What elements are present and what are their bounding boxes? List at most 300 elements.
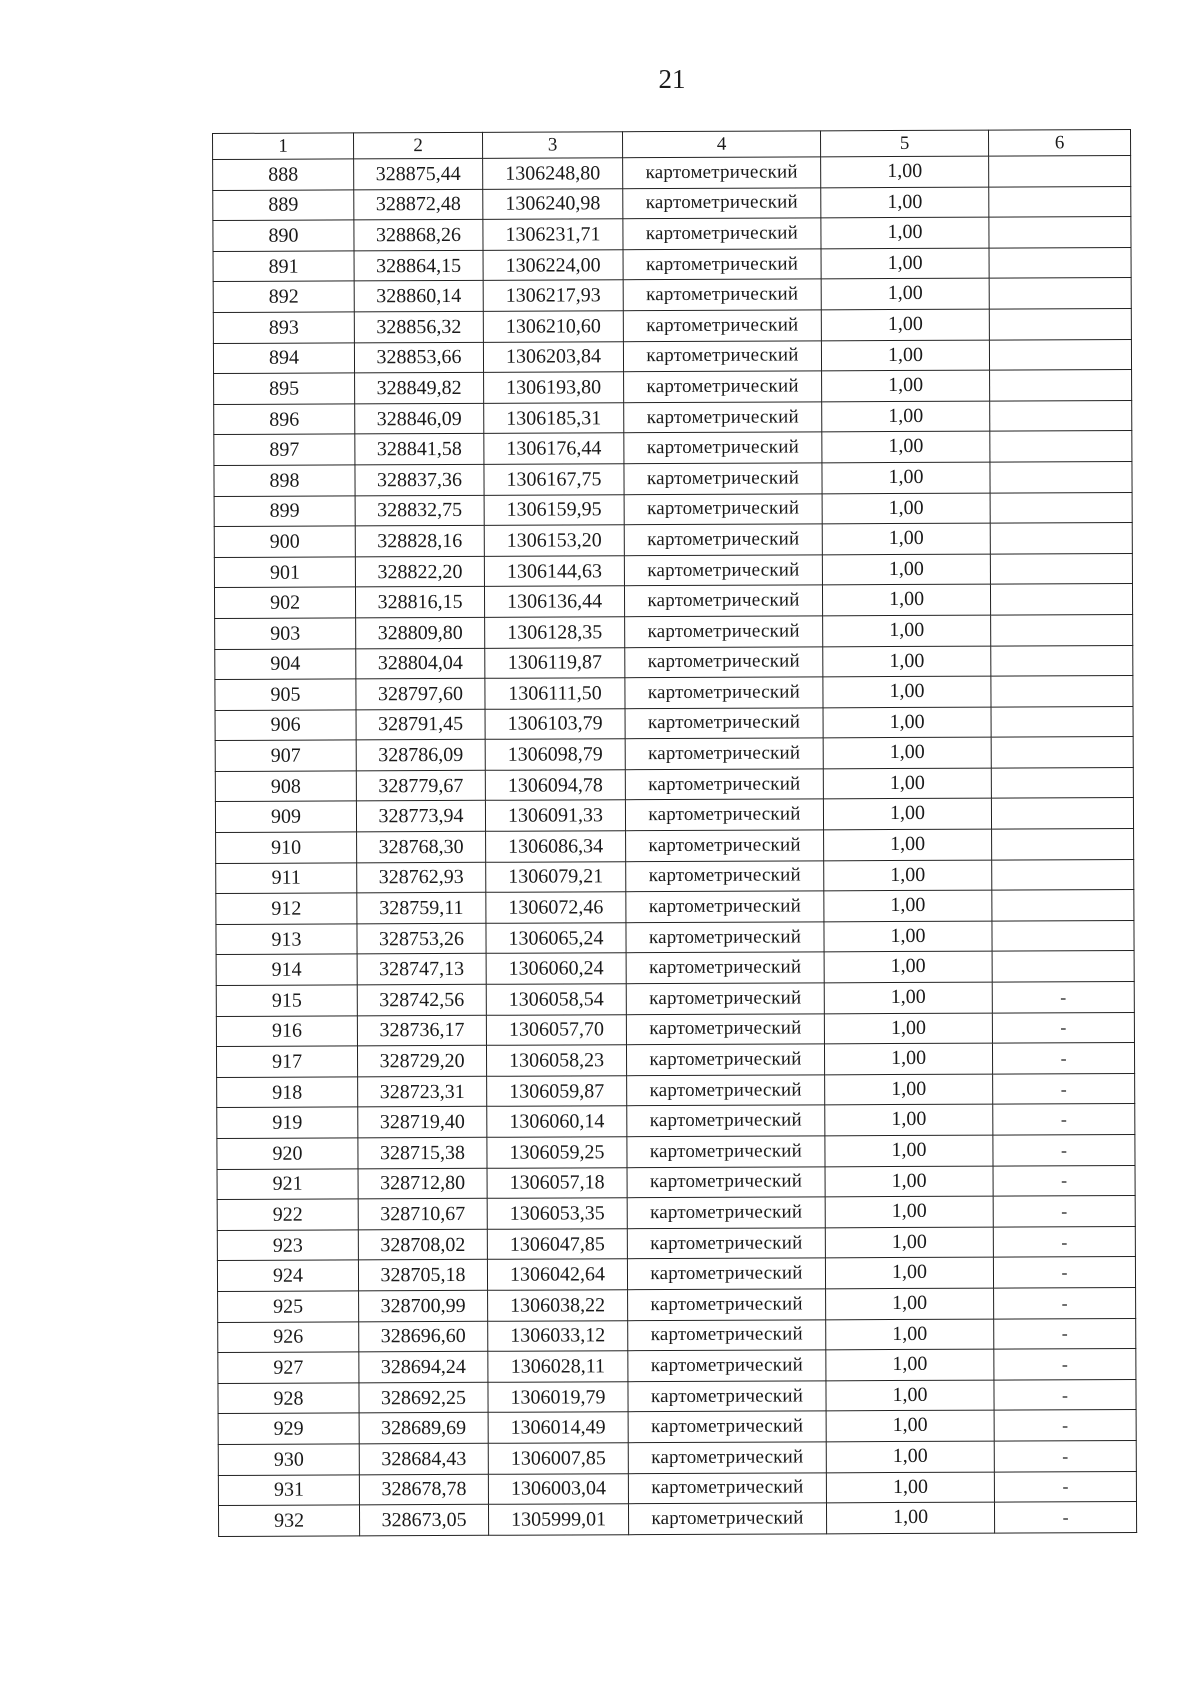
method-cell: картометрический <box>626 922 824 953</box>
point-number-cell: 906 <box>215 710 356 741</box>
method-cell: картометрический <box>625 677 823 708</box>
point-number-cell: 930 <box>218 1444 359 1475</box>
table-row <box>218 1379 1136 1414</box>
method-cell: картометрический <box>626 891 824 922</box>
x-coordinate-cell: 328710,67 <box>358 1198 487 1229</box>
table-row <box>213 155 1131 190</box>
accuracy-cell: 1,00 <box>822 401 990 432</box>
x-coordinate-cell: 328678,78 <box>359 1474 488 1505</box>
note-cell <box>989 278 1131 309</box>
accuracy-cell: 1,00 <box>826 1288 994 1319</box>
point-number-cell: 895 <box>214 373 355 404</box>
note-cell <box>990 492 1132 523</box>
column-header: 3 <box>482 132 622 159</box>
point-number-cell: 899 <box>214 495 355 526</box>
method-cell: картометрический <box>624 585 822 616</box>
table-row <box>218 1502 1136 1537</box>
note-cell <box>989 217 1131 248</box>
method-cell: картометрический <box>624 371 822 402</box>
accuracy-cell: 1,00 <box>825 1196 993 1227</box>
accuracy-cell: 1,00 <box>824 982 992 1013</box>
accuracy-cell: 1,00 <box>823 799 991 830</box>
method-cell: картометрический <box>625 738 823 769</box>
note-cell: - <box>993 1226 1135 1257</box>
x-coordinate-cell: 328846,09 <box>355 403 484 434</box>
accuracy-cell: 1,00 <box>821 156 989 187</box>
accuracy-cell: 1,00 <box>822 493 990 524</box>
note-cell <box>990 584 1132 615</box>
table-row <box>215 798 1133 833</box>
method-cell: картометрический <box>623 340 821 371</box>
note-cell: - <box>994 1471 1136 1502</box>
y-coordinate-cell: 1306047,85 <box>487 1228 627 1259</box>
method-cell: картометрический <box>625 799 823 830</box>
x-coordinate-cell: 328816,15 <box>355 587 484 618</box>
note-cell <box>992 859 1134 890</box>
method-cell: картометрический <box>626 830 824 861</box>
x-coordinate-cell: 328696,60 <box>359 1321 488 1352</box>
point-number-cell: 904 <box>215 648 356 679</box>
table-row <box>213 186 1131 221</box>
y-coordinate-cell: 1306224,00 <box>483 249 623 280</box>
method-cell: картометрический <box>624 463 822 494</box>
note-cell <box>989 155 1131 186</box>
y-coordinate-cell: 1306119,87 <box>485 647 625 678</box>
y-coordinate-cell: 1306042,64 <box>487 1259 627 1290</box>
x-coordinate-cell: 328832,75 <box>355 495 484 526</box>
method-cell: картометрический <box>627 1228 825 1259</box>
note-cell: - <box>994 1349 1136 1380</box>
point-number-cell: 900 <box>214 526 355 557</box>
x-coordinate-cell: 328875,44 <box>354 158 483 189</box>
table-row <box>214 400 1132 435</box>
y-coordinate-cell: 1306111,50 <box>485 678 625 709</box>
x-coordinate-cell: 328779,67 <box>356 770 485 801</box>
point-number-cell: 917 <box>216 1046 357 1077</box>
x-coordinate-cell: 328689,69 <box>359 1413 488 1444</box>
note-cell <box>991 645 1133 676</box>
accuracy-cell: 1,00 <box>821 309 989 340</box>
note-cell: - <box>992 1043 1134 1074</box>
y-coordinate-cell: 1306193,80 <box>484 372 624 403</box>
accuracy-cell: 1,00 <box>821 187 989 218</box>
point-number-cell: 916 <box>216 1015 357 1046</box>
note-cell <box>990 553 1132 584</box>
x-coordinate-cell: 328868,26 <box>354 220 483 251</box>
point-number-cell: 915 <box>216 985 357 1016</box>
method-cell: картометрический <box>628 1350 826 1381</box>
table-row <box>218 1410 1136 1445</box>
method-cell: картометрический <box>628 1319 826 1350</box>
y-coordinate-cell: 1306153,20 <box>484 525 624 556</box>
accuracy-cell: 1,00 <box>826 1502 994 1533</box>
point-number-cell: 910 <box>216 832 357 863</box>
x-coordinate-cell: 328791,45 <box>356 709 485 740</box>
x-coordinate-cell: 328742,56 <box>357 984 486 1015</box>
y-coordinate-cell: 1306038,22 <box>488 1290 628 1321</box>
method-cell: картометрический <box>628 1381 826 1412</box>
method-cell: картометрический <box>624 432 822 463</box>
method-cell: картометрический <box>625 646 823 677</box>
table-body <box>213 155 1137 1536</box>
accuracy-cell: 1,00 <box>822 554 990 585</box>
y-coordinate-cell: 1306060,24 <box>486 953 626 984</box>
header-row <box>213 129 1131 159</box>
note-cell <box>989 339 1131 370</box>
x-coordinate-cell: 328762,93 <box>357 862 486 893</box>
point-number-cell: 922 <box>217 1199 358 1230</box>
x-coordinate-cell: 328822,20 <box>355 556 484 587</box>
x-coordinate-cell: 328700,99 <box>359 1290 488 1321</box>
x-coordinate-cell: 328729,20 <box>357 1046 486 1077</box>
method-cell: картометрический <box>627 1197 825 1228</box>
table-row <box>217 1073 1135 1108</box>
method-cell: картометрический <box>626 1013 824 1044</box>
table-row <box>218 1318 1136 1353</box>
x-coordinate-cell: 328705,18 <box>358 1260 487 1291</box>
method-cell: картометрический <box>627 1258 825 1289</box>
point-number-cell: 927 <box>218 1352 359 1383</box>
y-coordinate-cell: 1306019,79 <box>488 1381 628 1412</box>
method-cell: картометрический <box>624 555 822 586</box>
table-row <box>215 706 1133 741</box>
x-coordinate-cell: 328856,32 <box>354 311 483 342</box>
point-number-cell: 907 <box>215 740 356 771</box>
x-coordinate-cell: 328872,48 <box>354 189 483 220</box>
accuracy-cell: 1,00 <box>823 676 991 707</box>
y-coordinate-cell: 1306058,23 <box>486 1045 626 1076</box>
y-coordinate-cell: 1306185,31 <box>484 402 624 433</box>
table-row <box>217 1104 1135 1139</box>
accuracy-cell: 1,00 <box>825 1074 993 1105</box>
x-coordinate-cell: 328708,02 <box>358 1229 487 1260</box>
table-row <box>216 1012 1134 1047</box>
x-coordinate-cell: 328864,15 <box>354 250 483 281</box>
y-coordinate-cell: 1306057,18 <box>487 1167 627 1198</box>
accuracy-cell: 1,00 <box>824 890 992 921</box>
accuracy-cell: 1,00 <box>824 1013 992 1044</box>
y-coordinate-cell: 1306128,35 <box>485 617 625 648</box>
x-coordinate-cell: 328804,04 <box>356 648 485 679</box>
table-row <box>214 461 1132 496</box>
column-header: 4 <box>622 131 820 158</box>
note-cell <box>992 951 1134 982</box>
y-coordinate-cell: 1306028,11 <box>488 1351 628 1382</box>
note-cell <box>989 247 1131 278</box>
point-number-cell: 911 <box>216 863 357 894</box>
x-coordinate-cell: 328797,60 <box>356 678 485 709</box>
note-cell: - <box>993 1073 1135 1104</box>
point-number-cell: 909 <box>215 801 356 832</box>
note-cell <box>991 614 1133 645</box>
note-cell <box>990 523 1132 554</box>
note-cell: - <box>994 1440 1136 1471</box>
note-cell <box>989 186 1131 217</box>
x-coordinate-cell: 328753,26 <box>357 923 486 954</box>
table-row <box>215 614 1133 649</box>
table-row <box>215 676 1133 711</box>
method-cell: картометрический <box>624 493 822 524</box>
point-number-cell: 891 <box>213 251 354 282</box>
table-row <box>214 553 1132 588</box>
note-cell: - <box>994 1318 1136 1349</box>
note-cell <box>990 431 1132 462</box>
method-cell: картометрический <box>626 952 824 983</box>
note-cell <box>990 400 1132 431</box>
point-number-cell: 914 <box>216 954 357 985</box>
note-cell: - <box>994 1287 1136 1318</box>
method-cell: картометрический <box>626 1044 824 1075</box>
y-coordinate-cell: 1306094,78 <box>485 770 625 801</box>
y-coordinate-cell: 1306060,14 <box>487 1106 627 1137</box>
method-cell: картометрический <box>623 187 821 218</box>
point-number-cell: 893 <box>213 312 354 343</box>
table-row <box>217 1134 1135 1169</box>
y-coordinate-cell: 1306210,60 <box>483 311 623 342</box>
point-number-cell: 897 <box>214 434 355 465</box>
accuracy-cell: 1,00 <box>825 1227 993 1258</box>
point-number-cell: 889 <box>213 189 354 220</box>
x-coordinate-cell: 328719,40 <box>358 1107 487 1138</box>
point-number-cell: 923 <box>217 1230 358 1261</box>
table-row <box>216 859 1134 894</box>
x-coordinate-cell: 328828,16 <box>355 525 484 556</box>
point-number-cell: 902 <box>214 587 355 618</box>
note-cell: - <box>994 1410 1136 1441</box>
table-row <box>214 523 1132 558</box>
table-row <box>214 431 1132 466</box>
y-coordinate-cell: 1306240,98 <box>483 188 623 219</box>
point-number-cell: 908 <box>215 771 356 802</box>
accuracy-cell: 1,00 <box>826 1349 994 1380</box>
accuracy-cell: 1,00 <box>823 646 991 677</box>
method-cell: картометрический <box>623 279 821 310</box>
method-cell: картометрический <box>623 249 821 280</box>
y-coordinate-cell: 1306007,85 <box>488 1443 628 1474</box>
accuracy-cell: 1,00 <box>824 860 992 891</box>
table-row <box>216 920 1134 955</box>
note-cell: - <box>994 1502 1136 1533</box>
y-coordinate-cell: 1306053,35 <box>487 1198 627 1229</box>
method-cell: картометрический <box>628 1442 826 1473</box>
table-row <box>213 247 1131 282</box>
point-number-cell: 896 <box>214 404 355 435</box>
accuracy-cell: 1,00 <box>826 1319 994 1350</box>
table-row <box>218 1440 1136 1475</box>
y-coordinate-cell: 1306176,44 <box>484 433 624 464</box>
method-cell: картометрический <box>627 1166 825 1197</box>
accuracy-cell: 1,00 <box>823 707 991 738</box>
method-cell: картометрический <box>628 1503 826 1534</box>
method-cell: картометрический <box>628 1472 826 1503</box>
point-number-cell: 905 <box>215 679 356 710</box>
method-cell: картометрический <box>624 524 822 555</box>
point-number-cell: 932 <box>218 1505 359 1536</box>
method-cell: картометрический <box>623 157 821 188</box>
y-coordinate-cell: 1306231,71 <box>483 219 623 250</box>
accuracy-cell: 1,00 <box>822 462 990 493</box>
note-cell: - <box>992 982 1134 1013</box>
table-row <box>215 645 1133 680</box>
x-coordinate-cell: 328768,30 <box>357 831 486 862</box>
method-cell: картометрический <box>625 616 823 647</box>
point-number-cell: 890 <box>213 220 354 251</box>
column-header: 5 <box>820 130 988 157</box>
point-number-cell: 892 <box>213 281 354 312</box>
accuracy-cell: 1,00 <box>821 340 989 371</box>
y-coordinate-cell: 1306065,24 <box>486 923 626 954</box>
table-row <box>218 1287 1136 1322</box>
point-number-cell: 926 <box>218 1321 359 1352</box>
y-coordinate-cell: 1306144,63 <box>484 555 624 586</box>
y-coordinate-cell: 1306159,95 <box>484 494 624 525</box>
y-coordinate-cell: 1306098,79 <box>485 739 625 770</box>
table-row <box>214 492 1132 527</box>
note-cell: - <box>993 1257 1135 1288</box>
point-number-cell: 888 <box>213 159 354 190</box>
accuracy-cell: 1,00 <box>822 370 990 401</box>
y-coordinate-cell: 1306059,25 <box>487 1137 627 1168</box>
accuracy-cell: 1,00 <box>824 952 992 983</box>
table-row <box>216 829 1134 864</box>
y-coordinate-cell: 1306217,93 <box>483 280 623 311</box>
accuracy-cell: 1,00 <box>821 248 989 279</box>
y-coordinate-cell: 1306091,33 <box>485 800 625 831</box>
y-coordinate-cell: 1306033,12 <box>488 1320 628 1351</box>
page-number: 21 <box>658 64 686 94</box>
x-coordinate-cell: 328841,58 <box>355 434 484 465</box>
table-row <box>217 1165 1135 1200</box>
y-coordinate-cell: 1306059,87 <box>487 1076 627 1107</box>
note-cell: - <box>992 1012 1134 1043</box>
method-cell: картометрический <box>623 310 821 341</box>
point-number-cell: 901 <box>214 557 355 588</box>
point-number-cell: 912 <box>216 893 357 924</box>
method-cell: картометрический <box>628 1289 826 1320</box>
method-cell: картометрический <box>626 983 824 1014</box>
accuracy-cell: 1,00 <box>825 1105 993 1136</box>
note-cell <box>992 829 1134 860</box>
method-cell: картометрический <box>624 402 822 433</box>
column-header: 2 <box>354 132 483 159</box>
method-cell: картометрический <box>626 860 824 891</box>
point-number-cell: 913 <box>216 924 357 955</box>
accuracy-cell: 1,00 <box>824 1043 992 1074</box>
note-cell <box>992 890 1134 921</box>
note-cell: - <box>994 1379 1136 1410</box>
accuracy-cell: 1,00 <box>823 768 991 799</box>
x-coordinate-cell: 328694,24 <box>359 1351 488 1382</box>
accuracy-cell: 1,00 <box>826 1441 994 1472</box>
accuracy-cell: 1,00 <box>823 737 991 768</box>
x-coordinate-cell: 328715,38 <box>358 1137 487 1168</box>
point-number-cell: 921 <box>217 1168 358 1199</box>
coordinates-table <box>212 129 1137 1537</box>
method-cell: картометрический <box>627 1105 825 1136</box>
table-row <box>217 1196 1135 1231</box>
accuracy-cell: 1,00 <box>826 1410 994 1441</box>
accuracy-cell: 1,00 <box>825 1166 993 1197</box>
point-number-cell: 925 <box>218 1291 359 1322</box>
note-cell <box>992 920 1134 951</box>
note-cell <box>990 370 1132 401</box>
note-cell: - <box>993 1104 1135 1135</box>
point-number-cell: 928 <box>218 1383 359 1414</box>
point-number-cell: 931 <box>218 1474 359 1505</box>
x-coordinate-cell: 328736,17 <box>357 1015 486 1046</box>
x-coordinate-cell: 328712,80 <box>358 1168 487 1199</box>
table-row <box>218 1471 1136 1506</box>
accuracy-cell: 1,00 <box>825 1257 993 1288</box>
table-row <box>216 982 1134 1017</box>
accuracy-cell: 1,00 <box>822 584 990 615</box>
note-cell: - <box>993 1134 1135 1165</box>
note-cell <box>990 461 1132 492</box>
accuracy-cell: 1,00 <box>823 615 991 646</box>
table-row <box>218 1349 1136 1384</box>
x-coordinate-cell: 328809,80 <box>356 617 485 648</box>
note-cell <box>991 737 1133 768</box>
point-number-cell: 920 <box>217 1138 358 1169</box>
table-row <box>217 1226 1135 1261</box>
x-coordinate-cell: 328673,05 <box>359 1504 488 1535</box>
accuracy-cell: 1,00 <box>824 921 992 952</box>
accuracy-cell: 1,00 <box>822 523 990 554</box>
column-header: 1 <box>213 133 354 160</box>
point-number-cell: 898 <box>214 465 355 496</box>
accuracy-cell: 1,00 <box>821 278 989 309</box>
method-cell: картометрический <box>623 218 821 249</box>
table-row <box>216 951 1134 986</box>
x-coordinate-cell: 328853,66 <box>354 342 483 373</box>
y-coordinate-cell: 1306079,21 <box>486 861 626 892</box>
note-cell: - <box>993 1196 1135 1227</box>
method-cell: картометрический <box>625 708 823 739</box>
x-coordinate-cell: 328786,09 <box>356 740 485 771</box>
table-row <box>214 584 1132 619</box>
accuracy-cell: 1,00 <box>826 1472 994 1503</box>
table-row <box>213 278 1131 313</box>
table-row <box>213 217 1131 252</box>
point-number-cell: 894 <box>213 342 354 373</box>
note-cell: - <box>993 1165 1135 1196</box>
point-number-cell: 918 <box>217 1077 358 1108</box>
y-coordinate-cell: 1306203,84 <box>483 341 623 372</box>
y-coordinate-cell: 1306136,44 <box>484 586 624 617</box>
y-coordinate-cell: 1306058,54 <box>486 984 626 1015</box>
y-coordinate-cell: 1306248,80 <box>483 158 623 189</box>
table-row <box>215 767 1133 802</box>
note-cell <box>989 308 1131 339</box>
method-cell: картометрический <box>628 1411 826 1442</box>
table-row <box>214 370 1132 405</box>
point-number-cell: 903 <box>215 618 356 649</box>
point-number-cell: 924 <box>217 1260 358 1291</box>
point-number-cell: 929 <box>218 1413 359 1444</box>
x-coordinate-cell: 328723,31 <box>358 1076 487 1107</box>
x-coordinate-cell: 328684,43 <box>359 1443 488 1474</box>
y-coordinate-cell: 1305999,01 <box>488 1504 628 1535</box>
accuracy-cell: 1,00 <box>822 431 990 462</box>
note-cell <box>991 706 1133 737</box>
x-coordinate-cell: 328837,36 <box>355 464 484 495</box>
point-number-cell: 919 <box>217 1107 358 1138</box>
note-cell <box>991 676 1133 707</box>
y-coordinate-cell: 1306014,49 <box>488 1412 628 1443</box>
y-coordinate-cell: 1306167,75 <box>484 464 624 495</box>
x-coordinate-cell: 328759,11 <box>357 893 486 924</box>
y-coordinate-cell: 1306072,46 <box>486 892 626 923</box>
